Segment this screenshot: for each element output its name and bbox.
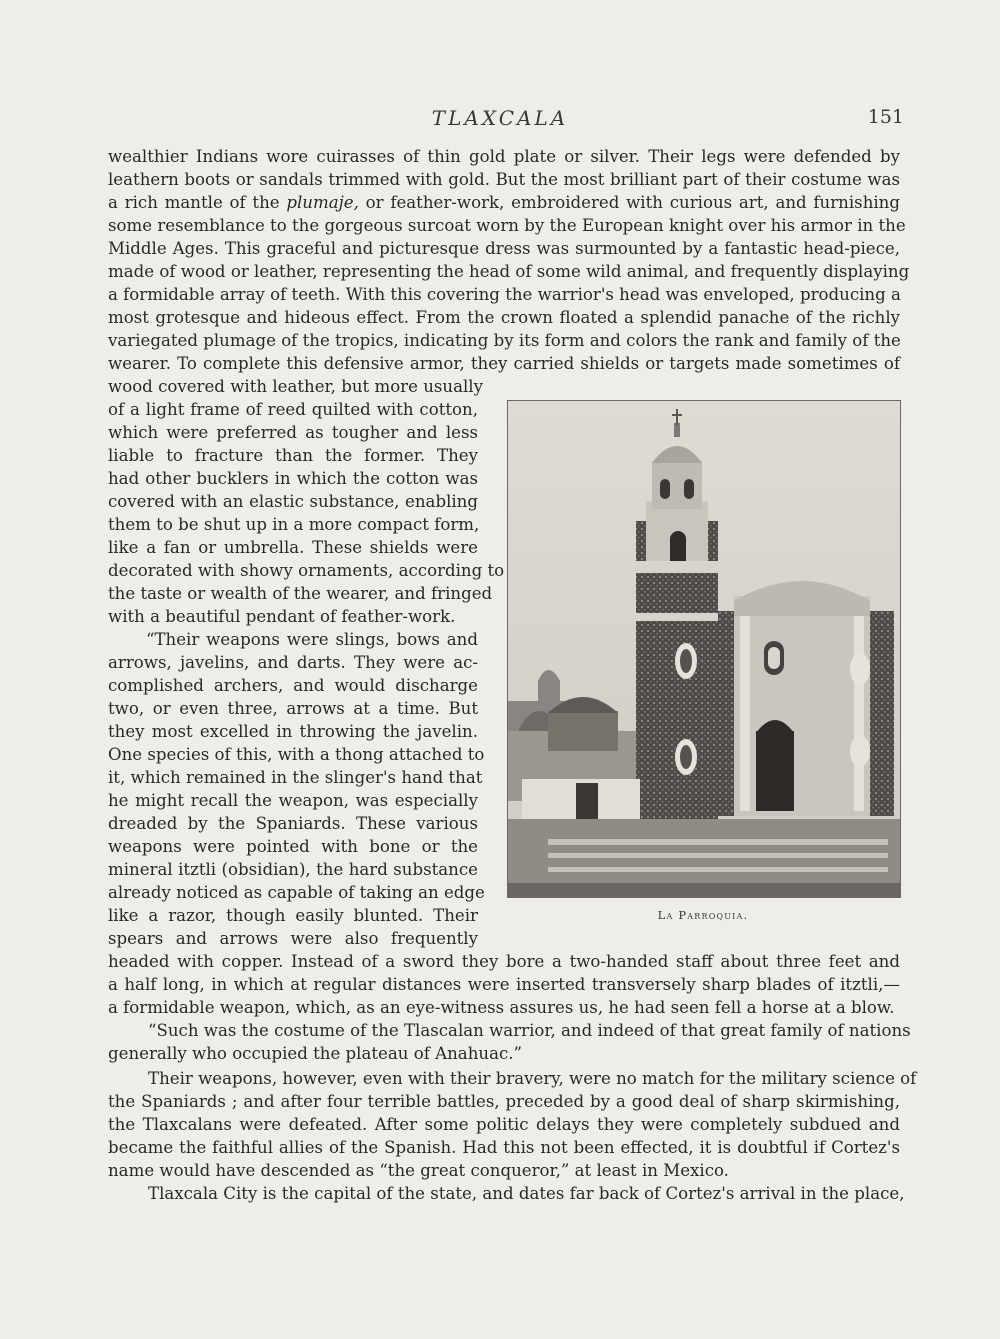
text-line: two, or even three, arrows at a time. But: [108, 699, 478, 718]
text-line: most grotesque and hideous effect. From the crown floated a splendid panache of the richly: [108, 308, 900, 327]
church-photograph: [507, 400, 901, 898]
text-line: headed with copper. Instead of a sword they bore a two-handed staff about three feet and: [108, 952, 900, 971]
text-line: some resemblance to the gorgeous surcoat worn by the European knight over his armor in the: [108, 216, 906, 235]
text-line: covered with an elastic substance, enabling: [108, 492, 478, 511]
text-line: name would have descended as “the great conqueror,” at least in Mexico.: [108, 1161, 729, 1180]
text-line: he might recall the weapon, was especially: [108, 791, 478, 810]
text-line: the taste or wealth of the wearer, and fringed: [108, 584, 493, 603]
text-line: wood covered with leather, but more usually: [108, 377, 483, 396]
page-number: 151: [867, 106, 904, 128]
text-line: like a fan or umbrella. These shields were: [108, 538, 478, 557]
text-line: of a light frame of reed quilted with cotton,: [108, 400, 478, 419]
text-line: a formidable array of teeth. With this covering the warrior's head was enveloped, producing a: [108, 285, 901, 304]
text-line: complished archers, and would discharge: [108, 676, 478, 695]
text-line: variegated plumage of the tropics, indicating by its form and colors the rank and family of the: [108, 331, 901, 350]
text-line: a formidable weapon, which, as an eye-witness assures us, he had seen fell a horse at a blow.: [108, 998, 895, 1017]
text-line: “Their weapons were slings, bows and: [146, 630, 478, 649]
text-line: had other bucklers in which the cotton was: [108, 469, 478, 488]
text-line: mineral itztli (obsidian), the hard substance: [108, 860, 478, 879]
text-line: which were preferred as tougher and less: [108, 423, 478, 442]
text-line: decorated with showy ornaments, according to: [108, 561, 505, 580]
running-title: TLAXCALA: [431, 106, 569, 130]
text-line: wearer. To complete this defensive armor, they carried shields or targets made sometimes of: [108, 354, 900, 373]
text-line: Middle Ages. This graceful and picturesque dress was surmounted by a fantastic head-piece,: [108, 239, 900, 258]
text-segment: a rich mantle of the: [108, 193, 287, 212]
text-line: Their weapons, however, even with their bravery, were no match for the military science of: [148, 1069, 917, 1088]
text-line: with a beautiful pendant of feather-work.: [108, 607, 456, 626]
text-line: dreaded by the Spaniards. These various: [108, 814, 478, 833]
text-line: it, which remained in the slinger's hand that: [108, 768, 483, 787]
text-line: they most excelled in throwing the javelin.: [108, 722, 478, 741]
figure-caption: La Parroquia.: [657, 908, 749, 922]
text-line: spears and arrows were also frequently: [108, 929, 478, 948]
text-line: became the faithful allies of the Spanish. Had this not been effected, it is doubtful if Cortez's: [108, 1138, 900, 1157]
text-line: weapons were pointed with bone or the: [108, 837, 478, 856]
text-line: liable to fracture than the former. They: [108, 446, 478, 465]
text-line: like a razor, though easily blunted. Their: [108, 906, 478, 925]
text-line: already noticed as capable of taking an edge: [108, 883, 485, 902]
text-line: arrows, javelins, and darts. They were ac-: [108, 653, 478, 672]
text-line: “Such was the costume of the Tlascalan warrior, and indeed of that great family of nations: [148, 1021, 911, 1040]
text-line: leathern boots or sandals trimmed with gold. But the most brilliant part of their costume was: [108, 170, 900, 189]
text-line: [108, 192, 900, 215]
text-segment: or feather-work, embroidered with curious art, and furnishing: [358, 193, 900, 212]
text-line: Tlaxcala City is the capital of the state, and dates far back of Cortez's arrival in the place,: [148, 1184, 905, 1203]
text-line: the Spaniards ; and after four terrible battles, preceded by a good deal of sharp skirmishing,: [108, 1092, 900, 1111]
text-line: a half long, in which at regular distances were inserted transversely sharp blades of itztli,—: [108, 975, 900, 994]
text-line: made of wood or leather, representing the head of some wild animal, and frequently displaying: [108, 262, 910, 281]
text-line: them to be shut up in a more compact form,: [108, 515, 480, 534]
text-line: wealthier Indians wore cuirasses of thin gold plate or silver. Their legs were defended by: [108, 147, 900, 166]
text-line: generally who occupied the plateau of Anahuac.”: [108, 1044, 523, 1063]
text-line: the Tlaxcalans were defeated. After some politic delays they were completely subdued and: [108, 1115, 900, 1134]
text-line: One species of this, with a thong attached to: [108, 745, 485, 764]
italic-term: plumaje,: [286, 193, 359, 212]
